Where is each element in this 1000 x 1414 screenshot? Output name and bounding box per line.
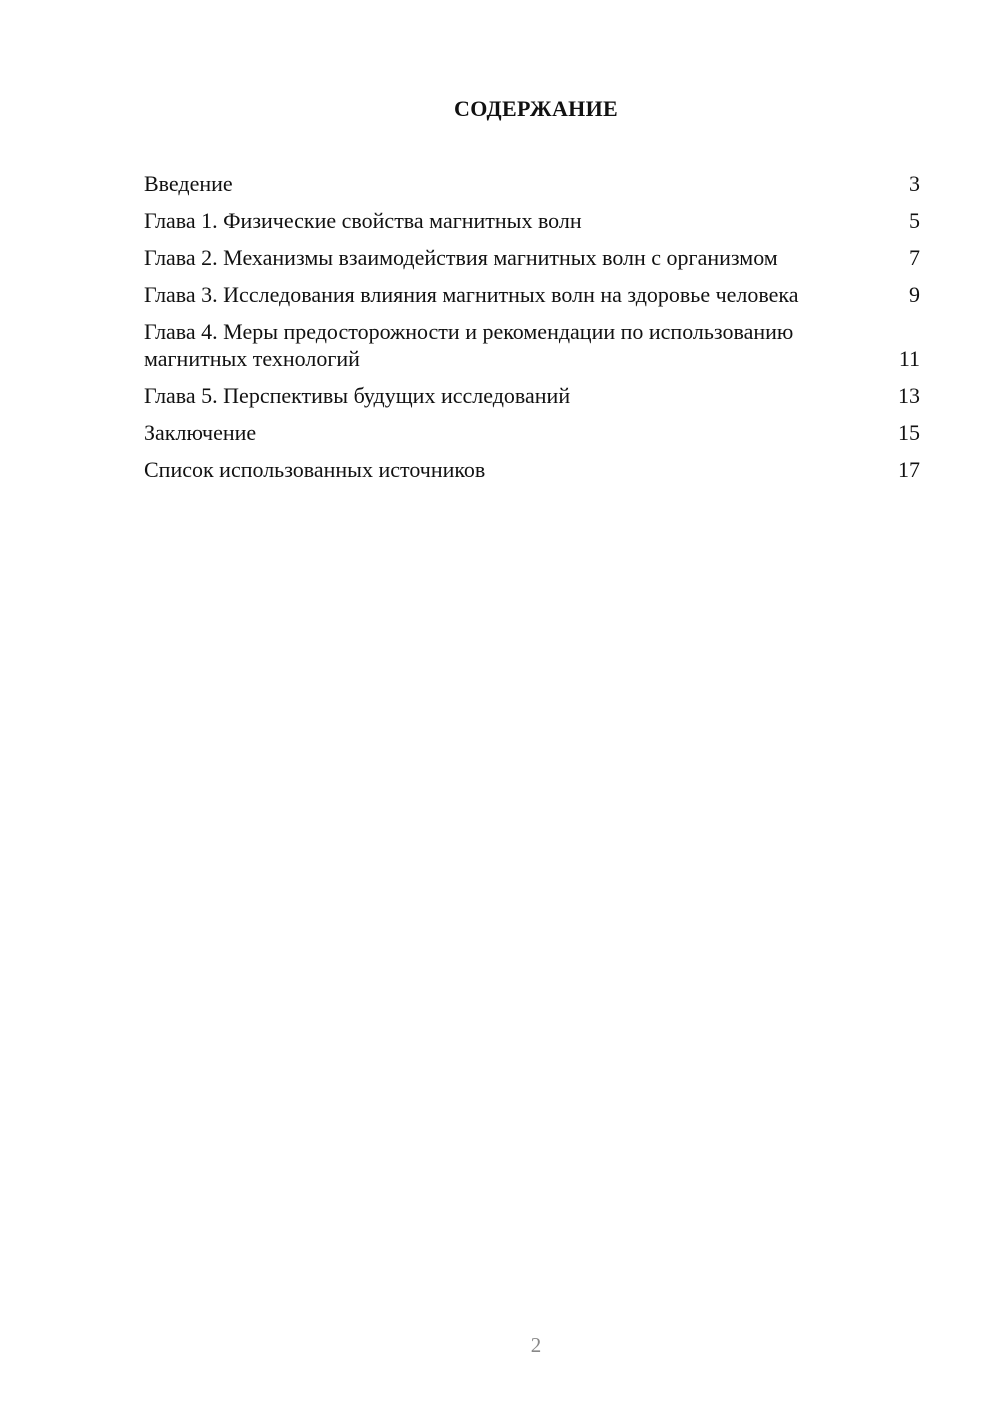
toc-entry-introduction: [144, 170, 920, 197]
toc-entry-page: 17: [898, 457, 920, 482]
toc-entry-title: Глава 3. Исследования влияния магнитных волн на здоровье человека: [144, 282, 799, 307]
toc-entry-page: 15: [898, 420, 920, 445]
toc-entry-page: 9: [909, 282, 920, 307]
toc-entry-chapter-1: [144, 207, 920, 234]
toc-entry-title: Глава 2. Механизмы взаимодействия магнитных волн с организмом: [144, 245, 778, 270]
toc-entry-page: 11: [898, 346, 920, 371]
toc-entry-title: Список использованных источников: [144, 457, 486, 482]
toc-entry-chapter-5: [144, 382, 920, 409]
toc-entry-page: 13: [898, 383, 920, 408]
toc-entry-chapter-4: [144, 318, 920, 372]
toc-entry-chapter-3: [144, 281, 920, 308]
toc-entry-title: Глава 4. Меры предосторожности и рекомендации по использованию магнитных технологий: [144, 319, 794, 371]
toc-entry-page: 5: [909, 208, 920, 233]
table-of-contents: [144, 170, 920, 493]
toc-entry-title: Глава 1. Физические свойства магнитных волн: [144, 208, 582, 233]
toc-entry-chapter-2: [144, 244, 920, 271]
page-number: 2: [530, 1333, 542, 1357]
toc-entry-page: 7: [909, 245, 920, 270]
toc-entry-page: 3: [909, 171, 920, 196]
toc-entry-references: [144, 456, 920, 483]
toc-entry-title: Заключение: [144, 420, 257, 445]
toc-entry-title: Введение: [144, 171, 233, 196]
toc-entry-conclusion: [144, 419, 920, 446]
toc-entry-title: Глава 5. Перспективы будущих исследований: [144, 383, 571, 408]
toc-heading: СОДЕРЖАНИЕ: [454, 96, 618, 121]
